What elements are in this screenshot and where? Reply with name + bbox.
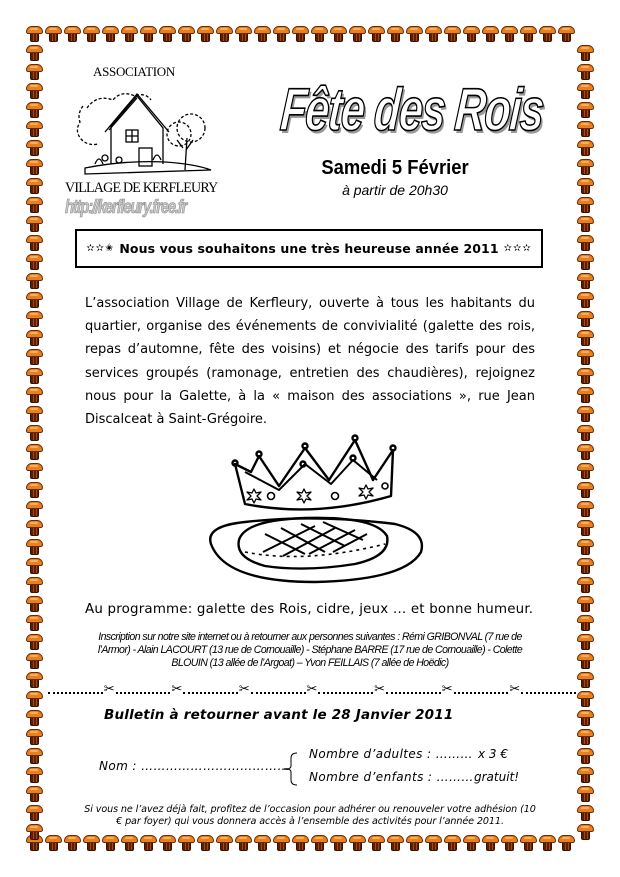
mushroom-icon — [576, 329, 595, 348]
mushroom-icon — [576, 348, 595, 367]
brace-icon — [284, 752, 298, 786]
mushroom-icon — [538, 834, 557, 853]
mushroom-icon — [576, 158, 595, 177]
mushroom-icon — [576, 177, 595, 196]
scissors-icon: ✂ — [171, 684, 183, 696]
mushroom-icon — [25, 405, 44, 424]
mushroom-icon — [576, 690, 595, 709]
mushroom-icon — [576, 633, 595, 652]
mushroom-icon — [576, 291, 595, 310]
mushroom-icon — [538, 25, 557, 44]
mushroom-icon — [25, 462, 44, 481]
stars-icon: ✫✫✬ — [86, 243, 115, 254]
mushroom-icon — [177, 834, 196, 853]
dotted-line — [454, 686, 509, 694]
mushroom-icon — [25, 348, 44, 367]
mushroom-icon — [291, 834, 310, 853]
scissors-icon: ✂ — [306, 684, 318, 696]
mushroom-icon — [82, 25, 101, 44]
mushroom-icon — [177, 25, 196, 44]
mushroom-icon — [25, 177, 44, 196]
mushroom-icon — [576, 139, 595, 158]
mushroom-icon — [462, 25, 481, 44]
mushroom-icon — [25, 82, 44, 101]
mushroom-icon — [25, 310, 44, 329]
mushroom-icon — [576, 557, 595, 576]
mushroom-icon — [215, 25, 234, 44]
mushroom-icon — [424, 25, 443, 44]
mushroom-icon — [576, 747, 595, 766]
mushroom-icon — [25, 519, 44, 538]
children-count-field[interactable]: Nombre d’enfants : ……… — [309, 770, 474, 784]
mushroom-icon — [25, 500, 44, 519]
mushroom-icon — [25, 671, 44, 690]
mushroom-icon — [557, 25, 576, 44]
scissors-icon: ✂ — [509, 684, 521, 696]
mushroom-icon — [576, 215, 595, 234]
mushroom-icon — [405, 25, 424, 44]
mushroom-icon — [576, 462, 595, 481]
border-left-mushrooms — [25, 44, 44, 842]
mushroom-icon — [348, 834, 367, 853]
mushroom-icon — [576, 63, 595, 82]
dotted-line — [386, 686, 441, 694]
wish-text: Nous vous souhaitons une très heureuse année 2011 — [119, 241, 499, 256]
association-description: L’association Village de Kerfleury, ouverte à tous les habitants du quartier, organise des événements de convivialité (galette des rois, repas d’automne, fête des voisins) et négocie des tarifs pour des services groupés (ramonage, entretien des chaudières), rejoignez nous pour la Galette, à la « maison des associations », rue Jean Discalceat à Saint-Grégoire. — [85, 296, 535, 428]
mushroom-icon — [25, 652, 44, 671]
scissors-icon: ✂ — [103, 684, 115, 696]
adults-count-field[interactable]: Nombre d’adultes : ……… — [309, 747, 473, 761]
mushroom-icon — [120, 834, 139, 853]
mushroom-icon — [234, 834, 253, 853]
scissors-icon: ✂ — [238, 684, 250, 696]
mushroom-icon — [576, 196, 595, 215]
mushroom-icon — [25, 823, 44, 842]
mushroom-icon — [576, 44, 595, 63]
mushroom-icon — [576, 253, 595, 272]
mushroom-icon — [25, 690, 44, 709]
scissors-icon: ✂ — [374, 684, 386, 696]
logo-bottom-text: VILLAGE DE KERFLEURY — [65, 180, 218, 196]
dotted-line — [116, 686, 171, 694]
mushroom-icon — [25, 633, 44, 652]
mushroom-icon — [139, 834, 158, 853]
mushroom-icon — [576, 804, 595, 823]
mushroom-icon — [329, 834, 348, 853]
mushroom-icon — [576, 709, 595, 728]
mushroom-icon — [25, 101, 44, 120]
children-price: gratuit! — [474, 770, 520, 784]
mushroom-icon — [576, 500, 595, 519]
mushroom-icon — [310, 25, 329, 44]
membership-note: Si vous ne l’avez déjà fait, profitez de l’occasion pour adhérer ou renouveler votre adhésion (10 € par foyer) qui vous donnera accès à l’ensemble des activités pour l’année 2011. — [84, 804, 536, 827]
mushroom-icon — [386, 834, 405, 853]
mushroom-icon — [576, 272, 595, 291]
mushroom-icon — [576, 405, 595, 424]
mushroom-icon — [44, 834, 63, 853]
mushroom-icon — [576, 728, 595, 747]
mushroom-icon — [25, 766, 44, 785]
inscription-text: Inscription sur notre site internet ou à retourner aux personnes suivantes : Rémi GRIBONVAL (7 rue de l’Armor) - Alain LACOURT (13 rue de Cornouaille) - Stéphane BARRE (17 rue de Cornouaille) - Colette BLOUIN (13 allée de l’Argoat) – Yvon FEILLAIS (7 allée de Hoëdic) — [97, 631, 523, 670]
mushroom-icon — [557, 834, 576, 853]
mushroom-icon — [120, 25, 139, 44]
dotted-line — [521, 686, 576, 694]
mushroom-icon — [576, 101, 595, 120]
mushroom-icon — [63, 834, 82, 853]
mushroom-icon — [25, 329, 44, 348]
mushroom-icon — [101, 25, 120, 44]
mushroom-icon — [386, 25, 405, 44]
mushroom-icon — [576, 766, 595, 785]
mushroom-icon — [139, 25, 158, 44]
mushroom-icon — [576, 538, 595, 557]
border-right-mushrooms — [576, 44, 595, 842]
association-logo — [65, 60, 218, 218]
mushroom-icon — [25, 481, 44, 500]
mushroom-icon — [576, 120, 595, 139]
event-date: Samedi 5 Février — [321, 157, 469, 179]
mushroom-icon — [25, 785, 44, 804]
cut-line — [47, 684, 577, 696]
mushroom-icon — [576, 481, 595, 500]
page-title: Fête des Rois — [278, 76, 546, 143]
mushroom-icon — [25, 291, 44, 310]
mushroom-icon — [462, 834, 481, 853]
mushroom-icon — [519, 834, 538, 853]
mushroom-icon — [500, 25, 519, 44]
website-link[interactable]: http://kerfleury.free.fr — [65, 197, 187, 218]
dotted-line — [318, 686, 373, 694]
mushroom-icon — [253, 25, 272, 44]
mushroom-icon — [25, 44, 44, 63]
house-icon — [65, 78, 215, 188]
mushroom-icon — [576, 443, 595, 462]
mushroom-icon — [576, 614, 595, 633]
mushroom-icon — [25, 747, 44, 766]
mushroom-icon — [158, 834, 177, 853]
galette-icon — [239, 518, 388, 569]
new-year-wish-box — [75, 229, 543, 268]
mushroom-icon — [272, 25, 291, 44]
mushroom-icon — [576, 595, 595, 614]
mushroom-icon — [576, 785, 595, 804]
event-time: à partir de 20h30 — [342, 182, 448, 198]
mushroom-icon — [291, 25, 310, 44]
mushroom-icon — [329, 25, 348, 44]
mushroom-icon — [25, 120, 44, 139]
mushroom-icon — [25, 595, 44, 614]
mushroom-icon — [234, 25, 253, 44]
mushroom-icon — [25, 139, 44, 158]
mushroom-icon — [25, 709, 44, 728]
mushroom-icon — [576, 310, 595, 329]
mushroom-icon — [405, 834, 424, 853]
mushroom-icon — [576, 386, 595, 405]
mushroom-icon — [500, 834, 519, 853]
mushroom-icon — [25, 728, 44, 747]
mushroom-icon — [25, 576, 44, 595]
mushroom-icon — [101, 834, 120, 853]
mushroom-icon — [481, 834, 500, 853]
logo-top-text: ASSOCIATION — [93, 64, 175, 79]
mushroom-icon — [25, 804, 44, 823]
mushroom-icon — [25, 215, 44, 234]
mushroom-icon — [215, 834, 234, 853]
mushroom-icon — [443, 25, 462, 44]
mushroom-icon — [576, 671, 595, 690]
mushroom-icon — [25, 614, 44, 633]
mushroom-icon — [25, 424, 44, 443]
mushroom-icon — [25, 538, 44, 557]
mushroom-icon — [25, 443, 44, 462]
mushroom-icon — [25, 386, 44, 405]
border-top-mushrooms — [25, 25, 576, 44]
mushroom-icon — [63, 25, 82, 44]
mushroom-icon — [576, 234, 595, 253]
mushroom-icon — [44, 25, 63, 44]
mushroom-icon — [367, 25, 386, 44]
form-title: Bulletin à retourner avant le 28 Janvier 2011 — [104, 707, 454, 723]
mushroom-icon — [424, 834, 443, 853]
adults-price: x 3 € — [478, 747, 508, 761]
mushroom-icon — [25, 272, 44, 291]
mushroom-icon — [25, 196, 44, 215]
dotted-line — [183, 686, 238, 694]
mushroom-icon — [576, 823, 595, 842]
mushroom-icon — [310, 834, 329, 853]
mushroom-icon — [253, 834, 272, 853]
mushroom-icon — [576, 424, 595, 443]
mushroom-icon — [576, 367, 595, 386]
mushroom-icon — [576, 652, 595, 671]
mushroom-icon — [25, 63, 44, 82]
mushroom-icon — [196, 25, 215, 44]
dotted-line — [251, 686, 306, 694]
name-field[interactable]: Nom : ……………………………… — [99, 759, 290, 773]
mushroom-icon — [443, 834, 462, 853]
scissors-icon: ✂ — [441, 684, 453, 696]
stars-icon: ✫✫✫ — [503, 243, 532, 254]
mushroom-icon — [272, 834, 291, 853]
mushroom-icon — [158, 25, 177, 44]
mushroom-icon — [519, 25, 538, 44]
mushroom-icon — [367, 834, 386, 853]
mushroom-icon — [576, 82, 595, 101]
program-text: Au programme: galette des Rois, cidre, jeux … et bonne humeur. — [85, 602, 534, 617]
mushroom-icon — [82, 834, 101, 853]
mushroom-icon — [25, 253, 44, 272]
mushroom-icon — [196, 834, 215, 853]
dotted-line — [48, 686, 103, 694]
mushroom-icon — [348, 25, 367, 44]
border-bottom-mushrooms — [25, 834, 576, 853]
mushroom-icon — [25, 557, 44, 576]
mushroom-icon — [25, 25, 44, 44]
mushroom-icon — [481, 25, 500, 44]
mushroom-icon — [576, 576, 595, 595]
crown-galette-illustration — [205, 434, 425, 589]
mushroom-icon — [25, 158, 44, 177]
mushroom-icon — [25, 367, 44, 386]
mushroom-icon — [25, 234, 44, 253]
mushroom-icon — [576, 519, 595, 538]
